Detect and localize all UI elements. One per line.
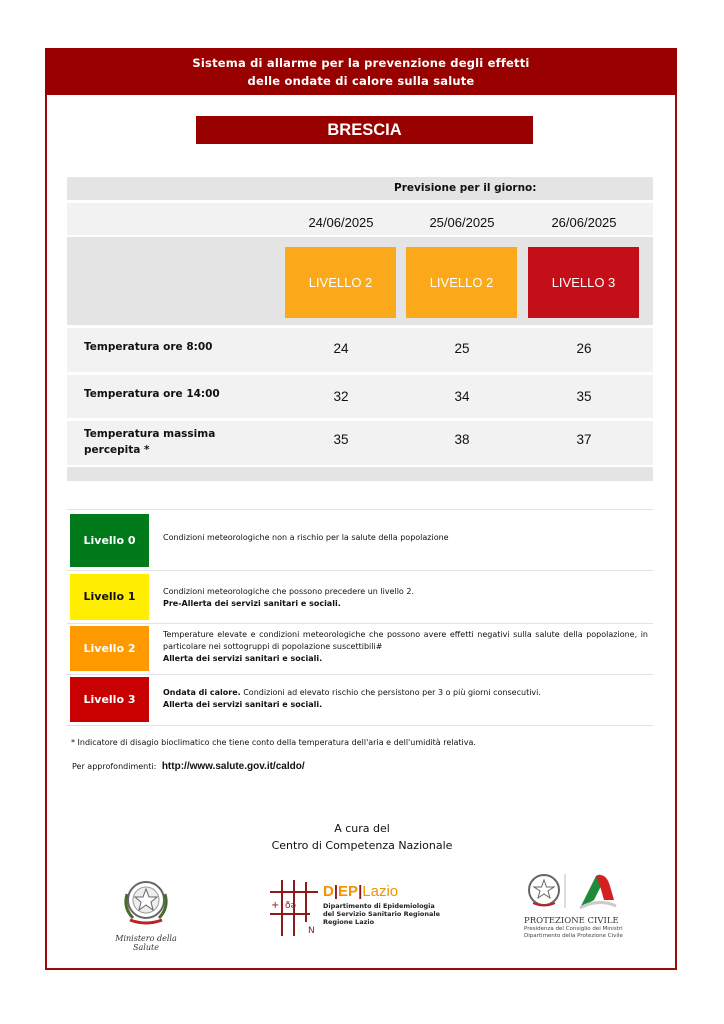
temp-8-day-2: 25 [454, 341, 470, 356]
svg-text:ðə: ðə [285, 901, 297, 911]
temp-14-row [67, 375, 653, 418]
temp-max-day-3: 37 [576, 432, 592, 447]
svg-text:+: + [271, 900, 280, 911]
svg-text:N: N [308, 926, 315, 936]
temp-max-label-line1: Temperatura massima [84, 428, 216, 440]
temp-max-day-2: 38 [454, 432, 470, 447]
legend-level-3-desc-text: Condizioni ad elevato rischio che persistono per 3 o più giorni consecutivi. [240, 688, 541, 697]
level-badge-day-3: LIVELLO 3 [528, 247, 639, 318]
legend-level-0-text: Condizioni meteorologiche non a rischio per la salute della popolazione [163, 533, 449, 542]
more-info-label: Per approfondimenti: [72, 762, 157, 771]
dep-lazio-logo [268, 878, 448, 940]
temp-max-row [67, 421, 653, 465]
dep-brand-d: D [323, 883, 334, 900]
protezione-caption-line1: Presidenza del Consiglio dei Ministri [524, 926, 623, 932]
temp-14-day-2: 34 [454, 389, 470, 404]
header-title-line2: delle ondate di calore sulla salute [247, 74, 475, 88]
temp-14-day-1: 32 [333, 389, 349, 404]
forecast-title-row [67, 177, 653, 200]
dep-caption-line3: Regione Lazio [323, 918, 375, 926]
italian-emblem-icon [105, 874, 187, 930]
dep-caption [323, 902, 440, 926]
legend-level-1-badge: Livello 1 [70, 574, 149, 620]
protezione-civile-emblem-icon [524, 870, 624, 912]
page-header [45, 48, 677, 95]
temp-max-label-line2: percepita * [84, 444, 150, 456]
dep-caption-line2: del Servizio Sanitario Regionale [323, 910, 441, 918]
legend-level-2-badge: Livello 2 [70, 626, 149, 671]
credit-line1: A cura del [334, 822, 390, 835]
level-badge-day-1: LIVELLO 2 [285, 247, 396, 318]
dep-brand: D|EP|Lazio [323, 883, 399, 900]
legend-divider [67, 570, 653, 571]
ministero-salute-logo [105, 874, 187, 952]
legend-level-2-desc: Temperature elevate e condizioni meteorologiche che possono avere effetti negativi sulla salute della popolazione, in particolare nei sottogruppi di popolazione suscettibili# [163, 630, 648, 651]
legend-divider [67, 725, 653, 726]
footnote: * Indicatore di disagio bioclimatico che tiene conto della temperatura dell'aria e dell'umidità relativa. [71, 738, 476, 747]
temp-8-row [67, 328, 653, 372]
temp-14-day-3: 35 [576, 389, 592, 404]
temp-max-label [84, 426, 215, 458]
legend-level-3-badge: Livello 3 [70, 677, 149, 722]
legend-level-3-action: Allerta dei servizi sanitari e sociali. [163, 700, 323, 709]
dep-brand-ep: EP [338, 883, 359, 900]
legend-level-1-action: Pre-Allerta dei servizi sanitari e sociali. [163, 599, 341, 608]
date-day-1: 24/06/2025 [308, 215, 374, 230]
more-info-link[interactable]: http://www.salute.gov.it/caldo/ [161, 761, 305, 772]
ministero-caption: Ministero della Salute [115, 934, 177, 952]
protezione-title: PROTEZIONE CIVILE [524, 916, 619, 926]
protezione-caption-line2: Dipartimento della Protezione Civile [524, 933, 623, 939]
legend-divider [67, 509, 653, 510]
table-footer-bar [67, 467, 653, 481]
legend-level-1-desc: Condizioni meteorologiche che possono precedere un livello 2. [163, 587, 414, 596]
temp-8-day-1: 24 [333, 341, 349, 356]
legend-level-3-desc [163, 687, 648, 699]
credit-line2: Centro di Competenza Nazionale [271, 839, 453, 852]
dep-brand-lazio: Lazio [362, 883, 399, 900]
legend-divider [67, 674, 653, 675]
date-day-2: 25/06/2025 [429, 215, 495, 230]
forecast-title: Previsione per il giorno: [394, 182, 537, 194]
legend-level-2-text [163, 629, 648, 665]
level-badge-day-2: LIVELLO 2 [406, 247, 517, 318]
legend-level-3-text [163, 687, 648, 711]
city-title: BRESCIA [196, 116, 533, 144]
legend-level-2-action: Allerta dei servizi sanitari e sociali. [163, 654, 323, 663]
legend-level-1-text [163, 586, 648, 610]
more-info [72, 761, 305, 772]
dates-row [67, 203, 653, 235]
dep-grid-icon [268, 878, 320, 938]
header-title-line1: Sistema di allarme per la prevenzione degli effetti [192, 56, 530, 70]
dep-caption-line1: Dipartimento di Epidemiologia [323, 902, 435, 910]
legend-divider [67, 623, 653, 624]
protezione-civile-logo [524, 870, 624, 945]
temp-max-day-1: 35 [333, 432, 349, 447]
temp-14-label: Temperatura ore 14:00 [84, 388, 220, 400]
legend-level-3-lead: Ondata di calore. [163, 688, 241, 697]
levels-row [67, 237, 653, 325]
legend-level-0-badge: Livello 0 [70, 514, 149, 567]
temp-8-day-3: 26 [576, 341, 592, 356]
temp-8-label: Temperatura ore 8:00 [84, 341, 213, 353]
date-day-3: 26/06/2025 [551, 215, 617, 230]
